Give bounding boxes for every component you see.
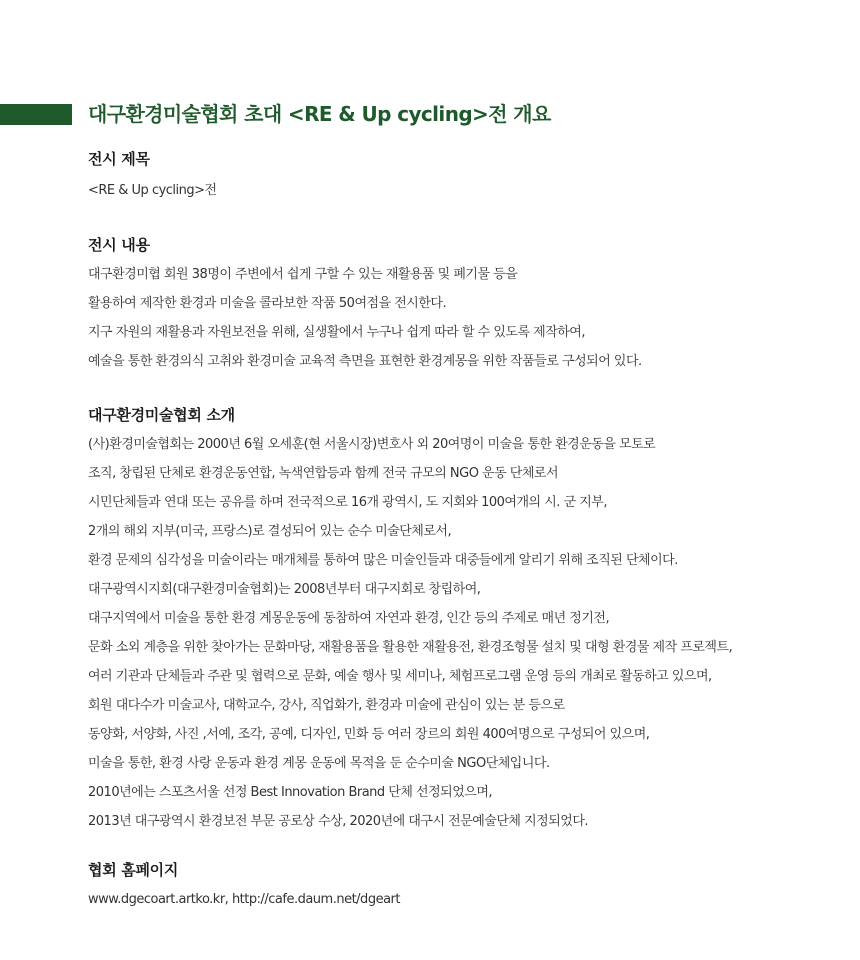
body-line: 조직, 창립된 단체로 환경운동연합, 녹색연합등과 함께 전국 규모의 NGO 운동 단체로서 xyxy=(88,466,559,481)
body-line: 지구 자원의 재활용과 자원보전을 위해, 실생활에서 누구나 쉽게 따라 할 수 있도록 제작하여, xyxy=(88,325,585,340)
body-line: 대구광역시지회(대구환경미술협회)는 2008년부터 대구지회로 창립하여, xyxy=(88,582,481,597)
body-line: 회원 대다수가 미술교사, 대학교수, 강사, 직업화가, 환경과 미술에 관심이 있는 분 등으로 xyxy=(88,698,565,713)
body-line: 2013년 대구광역시 환경보전 부문 공로상 수상, 2020년에 대구시 전문예술단체 지정되었다. xyxy=(88,814,589,829)
homepage-urls: www.dgecoart.artko.kr, http://cafe.daum.net/dgeart xyxy=(88,892,400,907)
section-body xyxy=(88,260,848,376)
body-line: 여러 기관과 단체들과 주관 및 협력으로 문화, 예술 행사 및 세미나, 체험프로그램 운영 등의 개최로 활동하고 있으며, xyxy=(88,669,712,684)
section-heading: 전시 내용 xyxy=(88,236,150,254)
body-line: (사)환경미술협회는 2000년 6월 오세훈(현 서울시장)변호사 외 20여명이 미술을 통한 환경운동을 모토로 xyxy=(88,437,656,452)
body-line: 동양화, 서양화, 사진 ,서예, 조각, 공예, 디자인, 민화 등 여러 장르의 회원 400여명으로 구성되어 있으며, xyxy=(88,727,650,742)
body-line: 활용하여 제작한 환경과 미술을 콜라보한 작품 50여점을 전시한다. xyxy=(88,296,447,311)
section-body xyxy=(88,430,848,836)
body-line: 시민단체들과 연대 또는 공유를 하며 전국적으로 16개 광역시, 도 지회와 100여개의 시. 군 지부, xyxy=(88,495,608,510)
body-line: <RE & Up cycling>전 xyxy=(88,183,217,198)
title-accent-bar xyxy=(0,104,72,125)
page-title: 대구환경미술협회 초대 <RE & Up cycling>전 개요 xyxy=(88,102,551,126)
body-line: 2개의 해외 지부(미국, 프랑스)로 결성되어 있는 순수 미술단체로서, xyxy=(88,524,452,539)
section-homepage xyxy=(88,861,848,914)
section-heading: 협회 홈페이지 xyxy=(88,861,179,879)
section-heading: 대구환경미술협회 소개 xyxy=(88,406,235,424)
section-heading: 전시 제목 xyxy=(88,150,150,168)
body-line: 문화 소외 계층을 위한 찾아가는 문화마당, 재활용품을 활용한 재활용전, 환경조형물 설치 및 대형 환경물 제작 프로젝트, xyxy=(88,640,733,655)
section-exhibition-content xyxy=(88,236,848,376)
section-body xyxy=(88,176,848,205)
body-line: 미술을 통한, 환경 사랑 운동과 환경 계몽 운동에 목적을 둔 순수미술 NGO단체입니다. xyxy=(88,756,550,771)
body-line: 대구환경미협 회원 38명이 주변에서 쉽게 구할 수 있는 재활용품 및 폐기물 등을 xyxy=(88,267,518,282)
body-line: 환경 문제의 심각성을 미술이라는 매개체를 통하여 많은 미술인들과 대중들에게 알리기 위해 조직된 단체이다. xyxy=(88,553,678,568)
section-exhibition-title xyxy=(88,150,848,205)
section-association-intro xyxy=(88,406,848,836)
body-line: 2010년에는 스포츠서울 선정 Best Innovation Brand 단체 선정되었으며, xyxy=(88,785,493,800)
section-body xyxy=(88,885,848,914)
body-line: 대구지역에서 미술을 통한 환경 계몽운동에 동참하여 자연과 환경, 인간 등의 주제로 매년 정기전, xyxy=(88,611,610,626)
body-line: 예술을 통한 환경의식 고취와 환경미술 교육적 측면을 표현한 환경계몽을 위한 작품들로 구성되어 있다. xyxy=(88,354,642,369)
